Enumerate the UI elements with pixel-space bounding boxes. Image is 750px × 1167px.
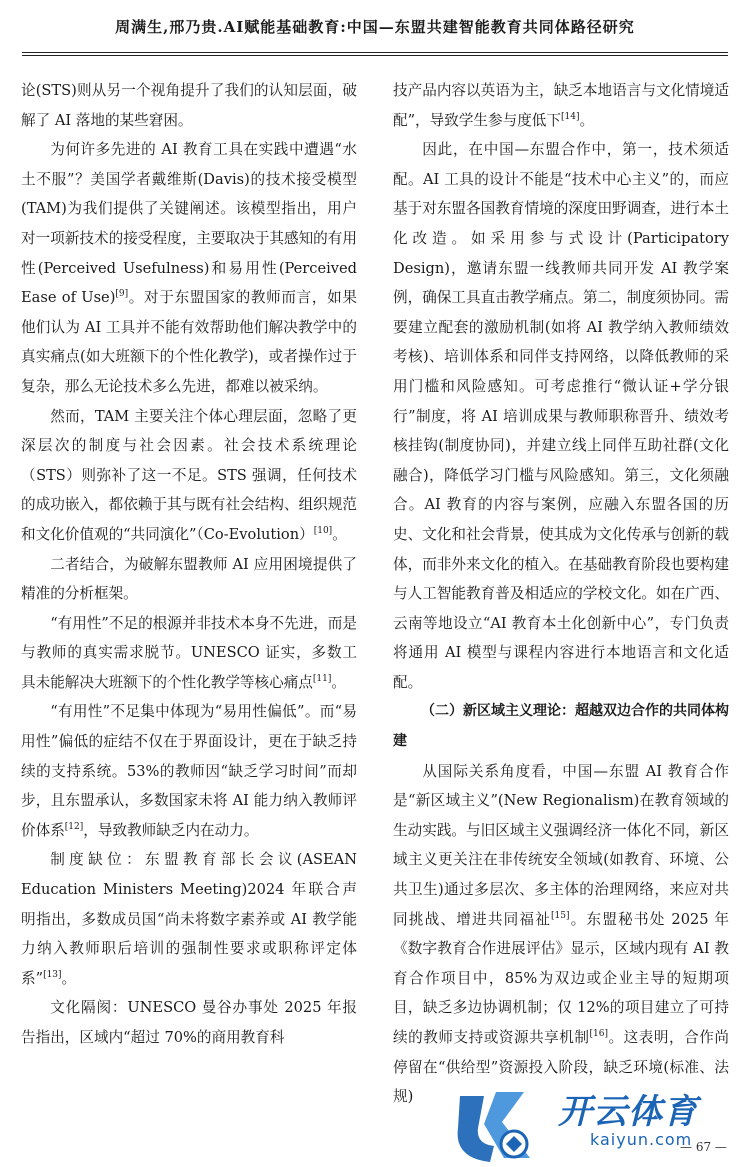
paragraph: “有用性”不足的根源并非技术本身不先进，而是与教师的真实需求脱节。UNESCO 证实，多数工具未能解决大班额下的个性化教学等核心痛点[11]。 (21, 614, 357, 691)
paragraph: 技产品内容以英语为主，缺乏本地语言与文化情境适配”，导致学生参与度低下[14]。 (393, 82, 729, 129)
citation: [12] (64, 821, 84, 832)
paragraph: 论(STS)则从另一个视角提升了我们的认知层面，破解了 AI 落地的某些窘困。 (21, 82, 357, 129)
brand-text: 开云体育 (558, 1092, 698, 1132)
citation: [9] (115, 289, 129, 300)
paragraph: 因此，在中国—东盟合作中，第一，技术须适配。AI 工具的设计不能是“技术中心主义”的，而应基于对东盟各国教育情境的深度田野调查，进行本土化改造。如采用参与式设计(Participatory Design)，邀请东盟一线教师共同开发 AI 教学案例，确保工具直击教学痛点。第二，制度须协同。需要建立配套的激励机制(如将 AI 教学纳入教师绩效考核)、培训体系和同伴支持网络，以降低教师的采用门槛和风险感知。可考虑推行“微认证+学分银行”制度，将 AI 培训成果与教师职称晋升、绩效考核挂钩(制度协同)，并建立线上同伴互助社群(文化融合)，降低学习门槛与风险感知。第三，文化须融合。AI 教育的内容与案例，应融入东盟各国的历史、文化和社会背景，使其成为文化传承与创新的载体，而非外来文化的植入。在基础教育阶段也要构建与人工智能教育普及相适应的学校文化。如在广西、云南等地设立“AI 教育本土化创新中心”，专门负责将通用 AI 模型与课程内容进行本地语言和文化适配。 (393, 141, 729, 691)
paragraph: 二者结合，为破解东盟教师 AI 应用困境提供了精准的分析框架。 (21, 555, 357, 603)
page-number: — 67 — (680, 1140, 727, 1154)
citation: [15] (551, 910, 570, 921)
citation: [14] (561, 111, 580, 122)
citation: [11] (312, 673, 332, 684)
running-header (0, 0, 750, 58)
brand-logo-icon (450, 1088, 540, 1166)
header-rule-thin (22, 55, 728, 56)
paragraph: 然而，TAM 主要关注个体心理层面，忽略了更深层次的制度与社会因素。社会技术系统理论（STS）则弥补了这一不足。STS 强调，任何技术的成功嵌入，都依赖于其与既有社会结构、组织规范和文化价值观的“共同演化”（Co-Evolution）[10]。 (21, 407, 357, 543)
brand-url: kaiyun.com (590, 1130, 693, 1149)
paragraph: “有用性”不足集中体现为“易用性偏低”。而“易用性”偏低的症结不仅在于界面设计，更在于缺乏持续的支持系统。53%的教师因“缺乏学习时间”而却步，且东盟承认，多数国家未将 AI 能力纳入教师评价体系[12]，导致教师缺乏内在动力。 (21, 703, 357, 839)
paragraph: 从国际关系角度看，中国—东盟 AI 教育合作是“新区域主义”(New Regionalism)在教育领域的生动实践。与旧区域主义强调经济一体化不同，新区域主义更关注在非传统安全领域(如教育、环境、公共卫生)通过多层次、多主体的治理网络，来应对共同挑战、增进共同福祉[15]。东盟秘书处 2025 年《数字教育合作进展评估》显示，区域内现有 AI 教育合作项目中，85%为双边或企业主导的短期项目，缺乏多边协调机制；仅 12%的项目建立了可持续的教师支持或资源共享机制[16]。这表明，合作尚停留在“供给型”资源投入阶段，缺乏环境(标准、法规) (393, 762, 729, 1106)
right-column (393, 76, 729, 1112)
citation: [10] (313, 525, 333, 536)
citation: [16] (589, 1029, 609, 1039)
running-title: 周满生,邢乃贵.AI赋能基础教育:中国—东盟共建智能教育共同体路径研究 (115, 18, 635, 36)
page-footer (580, 1138, 730, 1163)
paragraph: 为何许多先进的 AI 教育工具在实践中遭遇“水土不服”？美国学者戴维斯(Davis)的技术接受模型(TAM)为我们提供了关键阐述。该模型指出，用户对一项新技术的接受程度，主要取决于其感知的有用性(Perceived Usefulness)和易用性(Perceived Ease of Use)[9]。对于东盟国家的教师而言，如果他们认为 AI 工具并不能有效帮助他们解决教学中的真实痛点(如大班额下的个性化教学)，或者操作过于复杂，那么无论技术多么先进，都难以被采纳。 (21, 141, 357, 395)
left-column (21, 76, 357, 1053)
paragraph: 文化隔阂：UNESCO 曼谷办事处 2025 年报告指出，区域内“超过 70%的商用教育科 (21, 999, 357, 1046)
citation: [13] (43, 969, 62, 980)
header-rule-thick (22, 52, 728, 53)
paragraph: 制度缺位：东盟教育部长会议(ASEAN Education Ministers Meeting)2024 年联合声明指出，多数成员国“尚未将数字素养或 AI 教学能力纳入教师职后培训的强制性要求或职称评定体系”[13]。 (21, 851, 357, 987)
section-heading: （二）新区域主义理论：超越双边合作的共同体构建 (393, 703, 729, 750)
